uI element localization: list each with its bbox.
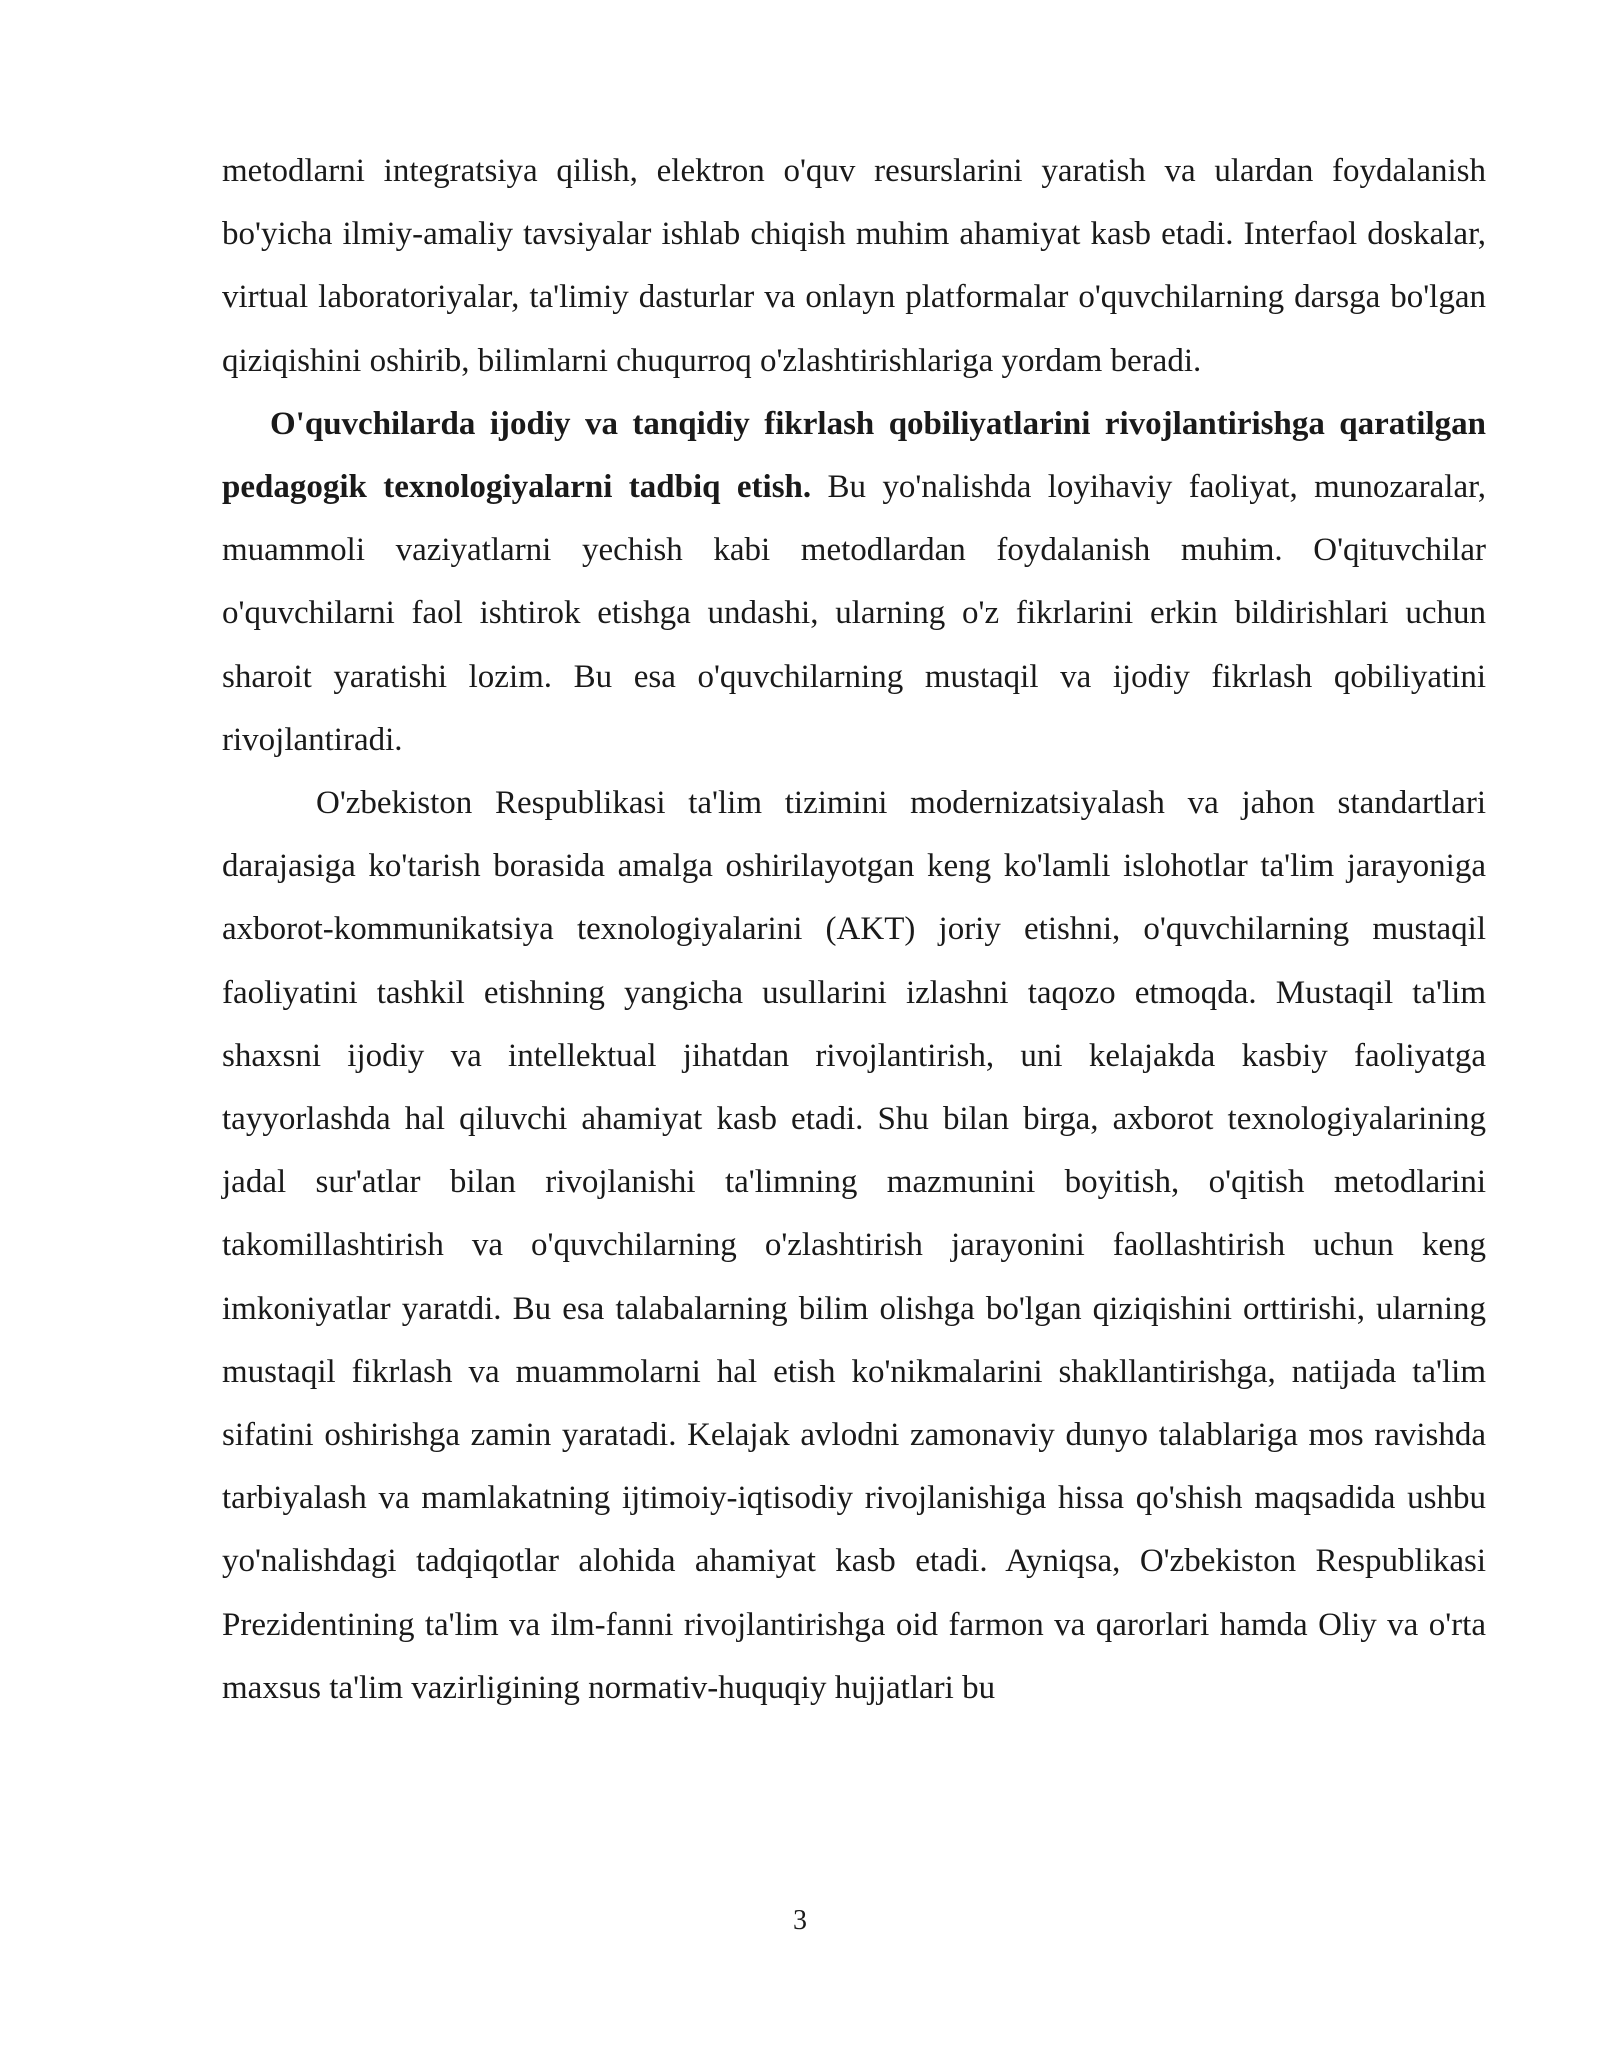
paragraph-3-text: O'zbekiston Respublikasi ta'lim tizimini modernizatsiyalash va jahon standartlari darajasiga ko'tarish borasida amalga oshirilayotgan keng ko'lamli islohotlar ta'lim jarayoniga axborot-kommunikatsiya texnologiyalarini (AKT) joriy etishni, o'quvchilarning mustaqil faoliyatini tashkil etishning yangicha usullarini izlashni taqozo etmoqda. Mustaqil ta'lim shaxsni ijodiy va intellektual jihatdan rivojlantirish, uni kelajakda kasbiy faoliyatga tayyorlashda hal qiluvchi ahamiyat kasb etadi. Shu bilan birga, axborot texnologiyalarining jadal sur'atlar bilan rivojlanishi ta'limning mazmunini boyitish, o'qitish metodlarini takomillashtirish va o'quvchilarning o'zlashtirish jarayonini faollashtirish uchun keng imkoniyatlar yaratdi. Bu esa talabalarning bilim olishga bo'lgan qiziqishini orttirishi, ularning mustaqil fikrlash va muammolarni hal etish ko'nikmalarini shakllantirishga, natijada ta'lim sifatini oshirishga zamin yaratadi. Kelajak avlodni zamonaviy dunyo talablariga mos ravishda tarbiyalash va mamlakatning ijtimoiy-iqtisodiy rivojlanishiga hissa qo'shish maqsadida ushbu yo'nalishdagi tadqiqotlar alohida ahamiyat kasb etadi. Ayniqsa, O'zbekiston Respublikasi Prezidentining ta'lim va ilm-fanni rivojlantirishga oid farmon va qarorlari hamda Oliy va o'rta maxsus ta'lim vazirligining normativ-huquqiy hujjatlari bu bbox=[222, 785, 1486, 1706]
paragraph-1 bbox=[222, 140, 1486, 393]
page-number: 3 bbox=[793, 1905, 807, 1936]
paragraph-3 bbox=[222, 772, 1486, 1720]
paragraph-2-text: Bu yo'nalishda loyihaviy faoliyat, munozaralar, muammoli vaziyatlarni yechish kabi metodlardan foydalanish muhim. O'qituvchilar o'quvchilarni faol ishtirok etishga undashi, ularning o'z fikrlarini erkin bildirishlari uchun sharoit yaratishi lozim. Bu esa o'quvchilarning mustaqil va ijodiy fikrlash qobiliyatini rivojlantiradi. bbox=[222, 469, 1487, 758]
paragraph-2 bbox=[222, 393, 1486, 772]
paragraph-2-heading: O'quvchilarda ijodiy va tanqidiy fikrlash qobiliyatlarini rivojlantirishga qaratilgan pedagogik texnologiyalarni tadbiq etish. bbox=[222, 405, 1486, 506]
body-text bbox=[222, 140, 1486, 1720]
paragraph-1-text: metodlarni integratsiya qilish, elektron o'quv resurslarini yaratish va ulardan foydalanish bo'yicha ilmiy-amaliy tavsiyalar ishlab chiqish muhim ahamiyat kasb etadi. Interfaol doskalar, virtual laboratoriyalar, ta'limiy dasturlar va onlayn platformalar o'quvchilarning darsga bo'lgan qiziqishini oshirib, bilimlarni chuqurroq o'zlashtirishlariga yordam beradi. bbox=[222, 153, 1486, 379]
